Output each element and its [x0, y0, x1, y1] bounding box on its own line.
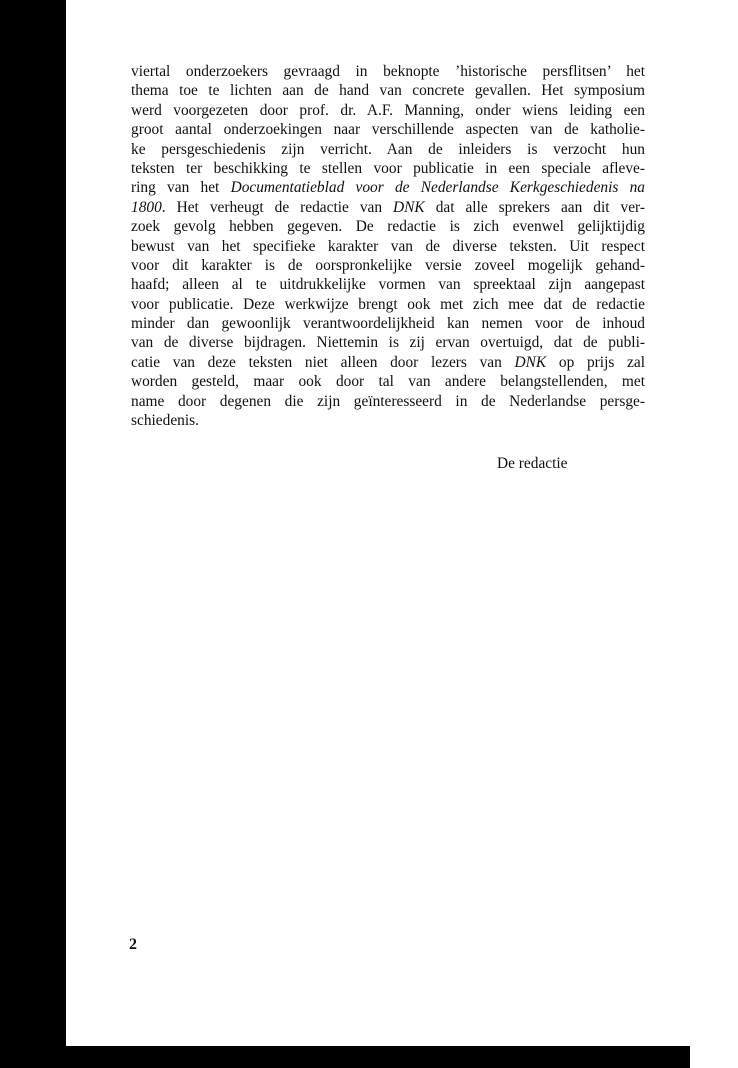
text-run: dat alle sprekers aan dit ver- — [424, 198, 645, 216]
text-run: zoek gevolg hebben gegeven. De redactie is zich evenwel gelijktijdig — [131, 218, 645, 236]
text-line — [131, 198, 645, 217]
text-run: ring van het — [131, 179, 231, 197]
text-run: op prijs zal — [546, 353, 645, 371]
text-line — [131, 275, 645, 294]
text-run: name door degenen die zijn geïnteresseerd in de Nederlandse persge- — [131, 392, 645, 410]
text-run: . Het verheugt de redactie van — [161, 198, 394, 216]
text-run: worden gesteld, maar ook door tal van andere belangstellenden, met — [131, 373, 645, 391]
page-number: 2 — [129, 936, 137, 953]
text-line — [131, 372, 645, 391]
text-line — [131, 333, 645, 352]
text-run: bewust van het specifieke karakter van de diverse teksten. Uit respect — [131, 237, 645, 255]
text-run: ke persgeschiedenis zijn verricht. Aan de inleiders is verzocht hun — [131, 140, 645, 158]
text-run: haafd; alleen al te uitdrukkelijke vormen van spreektaal zijn aangepast — [131, 276, 645, 294]
italic-text: Documentatieblad voor de Nederlandse Kerkgeschiedenis na — [230, 179, 645, 197]
text-run: schiedenis. — [131, 412, 199, 430]
text-line — [131, 392, 645, 411]
scan-border-bottom — [0, 1046, 690, 1068]
text-line — [131, 178, 645, 197]
text-line — [131, 256, 645, 275]
italic-text: DNK — [393, 198, 425, 216]
text-run: thema toe te lichten aan de hand van concrete gevallen. Het symposium — [131, 82, 645, 100]
text-run: catie van deze teksten niet alleen door lezers van — [131, 353, 515, 371]
text-line — [131, 353, 645, 372]
text-run: voor dit karakter is de oorspronkelijke versie zoveel mogelijk gehand- — [131, 256, 645, 274]
italic-text: 1800 — [131, 198, 162, 216]
text-line — [131, 140, 645, 159]
text-run: viertal onderzoekers gevraagd in beknopte ’historische persflitsen’ het — [131, 63, 645, 80]
text-line — [131, 120, 645, 139]
text-run: voor publicatie. Deze werkwijze brengt ook met zich mee dat de redactie — [131, 295, 645, 313]
text-line — [131, 411, 645, 430]
text-line — [131, 81, 645, 100]
text-run: teksten ter beschikking te stellen voor publicatie in een speciale afleve- — [131, 159, 645, 177]
text-line — [131, 101, 645, 120]
text-run: van de diverse bijdragen. Niettemin is zij ervan overtuigd, dat de publi- — [131, 334, 645, 352]
text-run: werd voorgezeten door prof. dr. A.F. Manning, onder wiens leiding een — [131, 101, 645, 119]
text-line — [131, 237, 645, 256]
text-line — [131, 314, 645, 333]
body-paragraph — [131, 62, 645, 430]
text-line — [131, 217, 645, 236]
italic-text: DNK — [514, 353, 547, 371]
text-run: groot aantal onderzoekingen naar verschillende aspecten van de katholie- — [131, 121, 645, 139]
text-run: minder dan gewoonlijk verantwoordelijkheid kan nemen voor de inhoud — [131, 315, 645, 333]
scan-border-left — [0, 0, 66, 1068]
text-line — [131, 62, 645, 81]
text-line — [131, 159, 645, 178]
text-line — [131, 295, 645, 314]
signature: De redactie — [497, 455, 568, 472]
